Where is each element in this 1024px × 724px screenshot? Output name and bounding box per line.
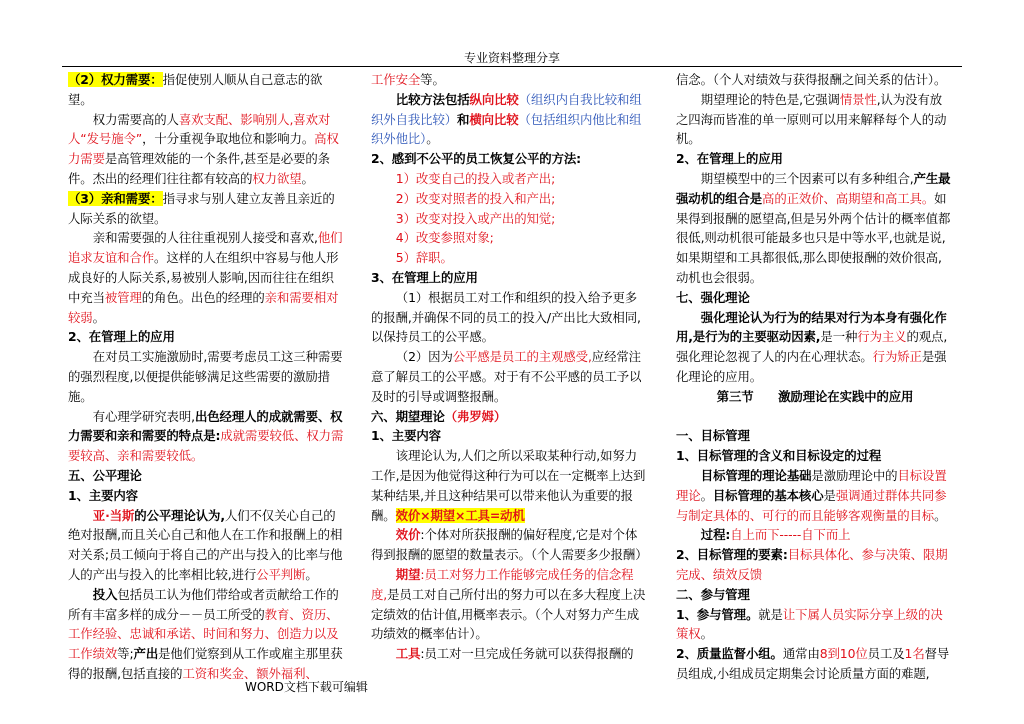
list-item: 4）改变参照对象; [395, 230, 494, 246]
page-header: 专业资料整理分享 [62, 50, 962, 67]
section-title: 第三节 激励理论在实践中的应用 [716, 388, 914, 404]
list-item: 1）改变自己的投入或者产出; [395, 170, 556, 186]
heading-expectancy-theory: 六、期望理论（弗罗姆） [371, 408, 507, 424]
paragraph-instrumentality: 工具:员工对一旦完成任务就可以获得报酬的 [395, 646, 634, 662]
heading-mbo: 一、目标管理 [676, 428, 750, 444]
paragraph-reward: （1）根据员工对工作和组织的投入给予更多的报酬,并确保不同的员工的投入/产出比大致相同,以保持员工的公平感。 [371, 289, 641, 345]
heading-expectancy-content: 1、主要内容 [371, 428, 441, 444]
paragraph-belief: 信念。（个人对绩效与获得报酬之间关系的估计）。 [676, 72, 947, 87]
paragraph-mbo-elements: 2、目标管理的要素:目标具体化、参与决策、限期完成、绩效反馈 [676, 547, 948, 582]
heading-main-content: 1、主要内容 [68, 487, 138, 503]
column-right [676, 70, 954, 684]
list-item: 3）改变对投入或产出的知觉; [395, 210, 556, 226]
heading-equity-theory: 五、公平理论 [68, 467, 142, 483]
paragraph-adams: 亚·当斯的公平理论认为,人们不仅关心自己的绝对报酬,而且关心自己和他人在工作和报酬上的相对关系;员工倾向于将自己的产出与投入的比率与他人的产出与投入的比率相比较,进行公平判断。 [68, 507, 343, 582]
paragraph-research: 有心理学研究表明,出色经理人的成就需要、权力需要和亲和需要的特点是:成就需要较低、权力需要较高、亲和需要较低。 [68, 408, 344, 464]
paragraph-affiliation-need: （3）亲和需要：指寻求与别人建立友善且亲近的人际关系的欲望。 [68, 190, 335, 226]
paragraph-valence: 效价:个体对所获报酬的偏好程度,它是对个体得到报酬的愿望的数量表示。（个人需要多少报酬） [371, 527, 648, 563]
paragraph-affiliation-detail: 亲和需要强的人往往重视别人接受和喜欢,他们追求友谊和合作。这样的人在组织中容易与他人形成良好的人际关系,易被别人影响,因而往往在组织中充当被管理的角色。出色的经理的亲和需要相对较弱。 [68, 230, 343, 325]
paragraph-mbo-basis: 目标管理的理论基础是激励理论中的目标设置理论。目标管理的基本核心是强调通过群体共同参与制定具体的、可行的而且能够客观衡量的目标。 [676, 467, 947, 523]
paragraph-job-security: 工作安全等。 [371, 72, 445, 87]
paragraph-combination: 期望模型中的三个因素可以有多种组合,产生最强动机的组合是高的正效价、高期望和高工具。如果得到报酬的愿望高,但是另外两个估计的概率值都很低,则动机很可能最多也只是中等水平,也就是说,如果期望和工具都很低,那么即使报酬的效价很高,动机也会很弱。 [676, 170, 951, 285]
paragraph-quality-circle: 2、质量监督小组。通常由8到10位员工及1名督导员组成,小组成员定期集会讨论质量方面的难题, [676, 646, 950, 681]
column-middle [371, 70, 649, 664]
heading-reinforcement-theory: 七、强化理论 [676, 289, 750, 305]
paragraph-expectancy-def: 期望:员工对努力工作能够完成任务的信念程度,是员工对自己所付出的努力可以在多大程度上决定绩效的估计值,用概率表示。（个人对努力产生成功绩效的概率估计）。 [371, 566, 646, 642]
paragraph-expectancy-feature: 期望理论的特色是,它强调情景性,认为没有放之四海而皆准的单一原则可以用来解释每个人的动机。 [676, 91, 947, 147]
paragraph-participation: 1、参与管理。就是让下属人员实际分享上级的决策权。 [676, 606, 943, 642]
page-footer: WORD文档下载可编辑 [245, 680, 368, 694]
heading-mbo-meaning: 1、目标管理的含义和目标设定的过程 [676, 448, 882, 464]
paragraph-incentive: 在对员工实施激励时,需要考虑员工这三种需要的强烈程度,以便提供能够满足这些需要的激励措施。 [68, 349, 343, 404]
paragraph-comparison-methods: 比较方法包括纵向比较（组织内自我比较和组织外自我比较）和横向比较（包括组织内他比和组织外他比）。 [371, 91, 642, 147]
paragraph-expectancy: 该理论认为,人们之所以采取某种行动,如努力工作,是因为他觉得这种行为可以在一定概率上达到某种结果,并且这种结果可以带来他认为重要的报酬。效价×期望×工具=动机 [371, 448, 646, 523]
list-item: 5）辞职。 [395, 250, 453, 266]
heading-participative-management: 二、参与管理 [676, 586, 750, 602]
paragraph-reinforcement: 强化理论认为行为的结果对行为本身有强化作用,是行为的主要驱动因素,是一种行为主义的观点,强化理论忽视了人的内在心理状态。行为矫正是强化理论的应用。 [676, 309, 948, 384]
blank-line [676, 407, 954, 427]
heading-equity-application: 3、在管理上的应用 [371, 269, 478, 285]
heading-restore-equity: 2、感到不公平的员工恢复公平的方法: [371, 151, 582, 167]
heading-management-application: 2、在管理上的应用 [68, 329, 175, 345]
paragraph-power-need: （2）权力需要：指促使别人顺从自己意志的欲望。 [68, 72, 323, 107]
paragraph-power-detail: 权力需要高的人喜欢支配、影响别人,喜欢对人“发号施令”，十分重视争取地位和影响力。高权力需要是高管理效能的一个条件,甚至是必要的条件。杰出的经理们往往都有较高的权力欲望。 [68, 111, 339, 186]
paragraph-process: 过程:自上而下-----自下而上 [700, 527, 851, 543]
list-item: 2）改变对照者的投入和产出; [395, 190, 556, 206]
heading-expectancy-application: 2、在管理上的应用 [676, 151, 783, 167]
paragraph-fairness: （2）因为公平感是员工的主观感受,应经常注意了解员工的公平感。对于有不公平感的员工予以及时的引导或调整报酬。 [371, 349, 642, 404]
paragraph-input-output: 投入包括员工认为他们带给或者贡献给工作的所有丰富多样的成分－－员工所受的教育、资历、工作经验、忠诚和承诺、时间和努力、创造力以及工作绩效等;产出是他们觉察到从工作或雇主那里获得的报酬,包括直接的工资和奖金、额外福利、 [68, 586, 343, 681]
column-left [68, 70, 346, 684]
